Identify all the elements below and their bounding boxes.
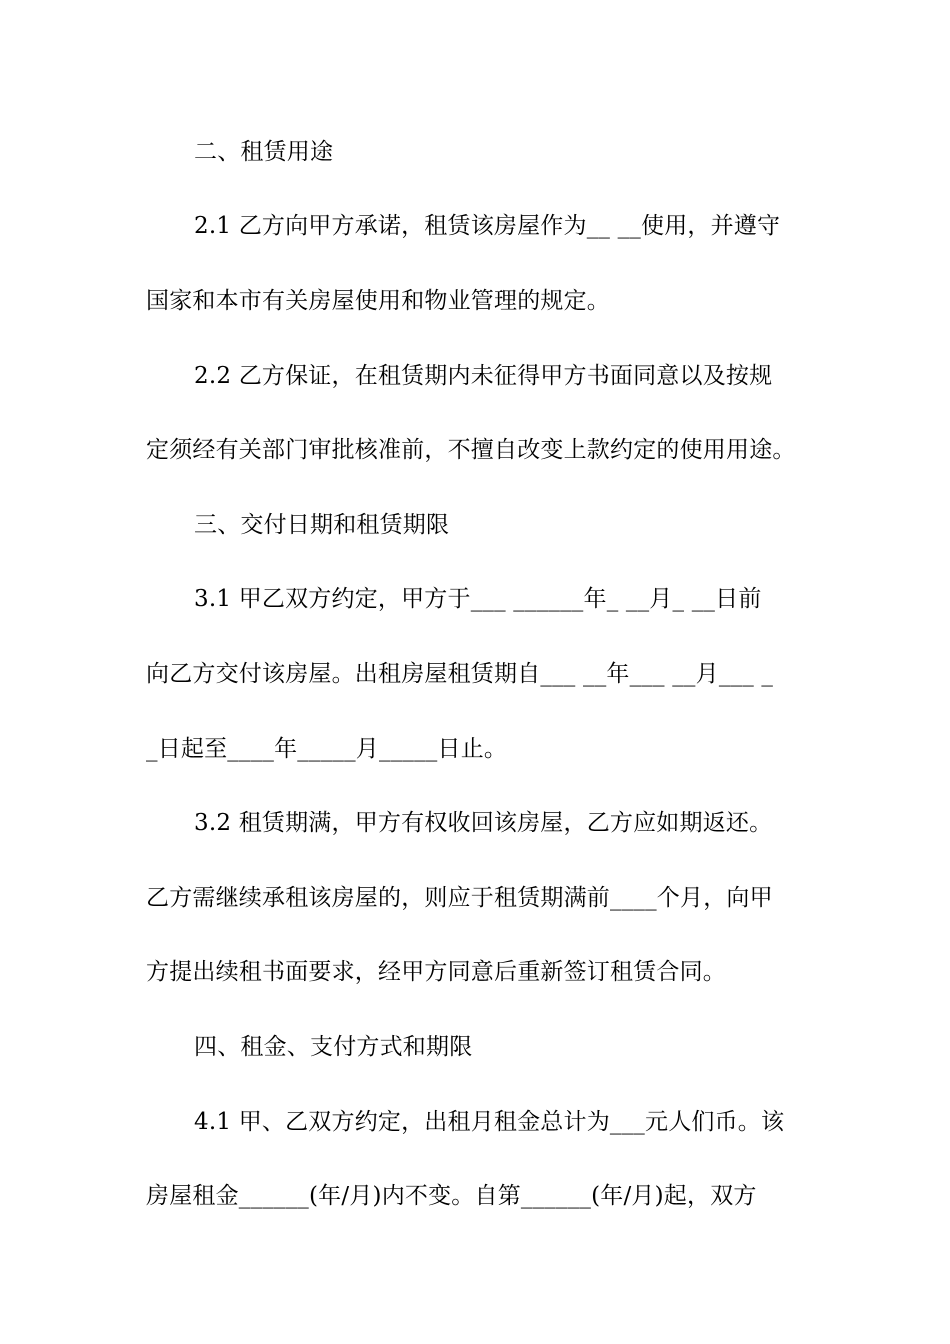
clause-3-2-line-1: 3.2 租赁期满，甲方有权收回该房屋，乙方应如期返还。 xyxy=(194,810,773,836)
section-heading-rent-payment: 四、租金、支付方式和期限 xyxy=(194,1034,473,1060)
clause-3-1-line-3: _日起至____年_____月_____日止。 xyxy=(146,736,508,762)
clause-2-2-line-1: 2.2 乙方保证，在租赁期内未征得甲方书面同意以及按规 xyxy=(194,363,773,389)
clause-4-1-line-1: 4.1 甲、乙双方约定，出租月租金总计为___元人们币。该 xyxy=(194,1109,785,1135)
clause-2-2-line-2: 定须经有关部门审批核准前，不擅自改变上款约定的使用用途。 xyxy=(146,437,796,463)
section-heading-usage: 二、租赁用途 xyxy=(194,139,334,165)
clause-3-1-line-2: 向乙方交付该房屋。出租房屋租赁期自___ __年___ __月___ _ xyxy=(146,661,774,687)
clause-4-1-line-2: 房屋租金______(年/月)内不变。自第______(年/月)起，双方 xyxy=(146,1183,757,1209)
clause-3-1-line-1: 3.1 甲乙双方约定，甲方于___ ______年_ __月_ __日前 xyxy=(194,586,762,612)
clause-2-1-line-2: 国家和本市有关房屋使用和物业管理的规定。 xyxy=(146,288,610,314)
clause-2-1-line-1: 2.1 乙方向甲方承诺，租赁该房屋作为__ __使用，并遵守 xyxy=(194,213,781,239)
clause-3-2-line-3: 方提出续租书面要求，经甲方同意后重新签订租赁合同。 xyxy=(146,959,726,985)
clause-3-2-line-2: 乙方需继续承租该房屋的，则应于租赁期满前____个月，向甲 xyxy=(146,885,773,911)
section-heading-delivery-term: 三、交付日期和租赁期限 xyxy=(194,512,450,538)
